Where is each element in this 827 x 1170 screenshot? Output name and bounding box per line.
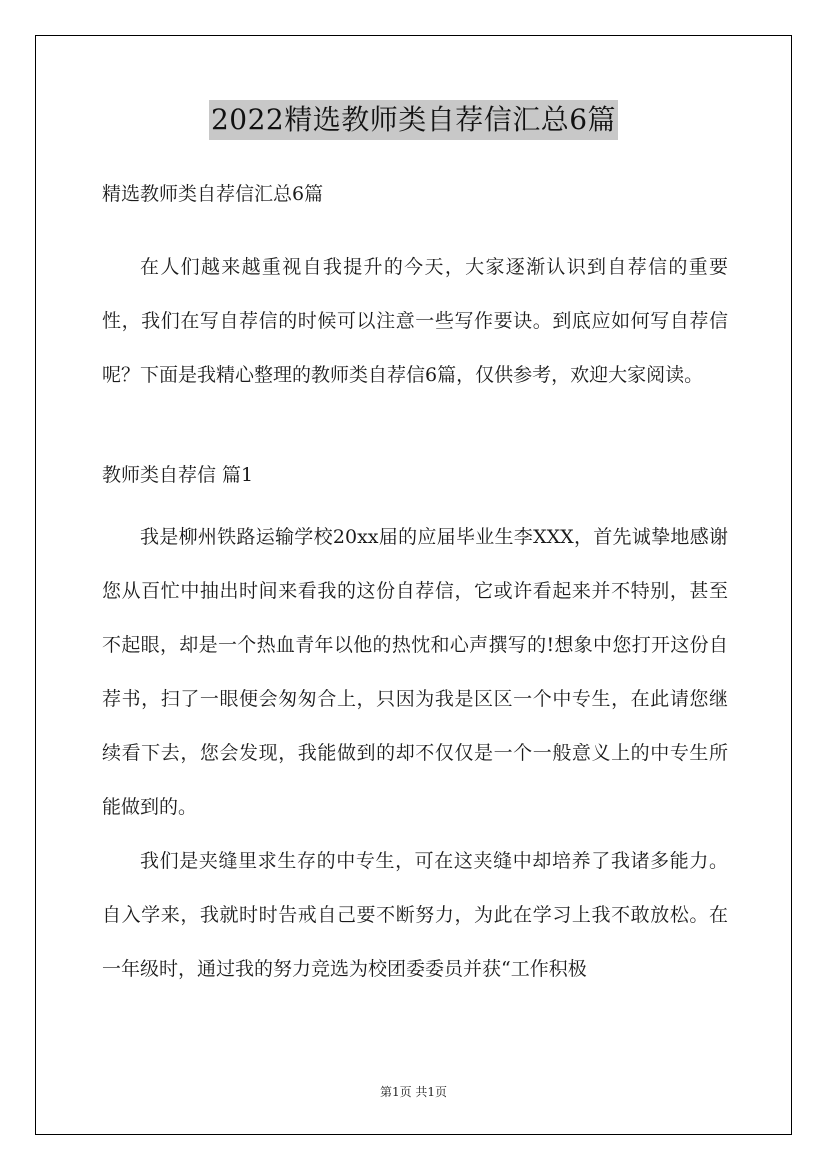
body-paragraph: 我是柳州铁路运输学校20xx届的应届毕业生李XXX，首先诚挚地感谢您从百忙中抽出时间来看我的这份自荐信，它或许看起来并不特别，甚至不起眼，却是一个热血青年以他的热忱和心声撰写的!想象中您打开这份自荐书，扫了一眼便会匆匆合上，只因为我是区区一个中专生，在此请您继续看下去，您会发现，我能做到的却不仅仅是一个一般意义上的中专生所能做到的。: [102, 526, 728, 818]
section-heading: 教师类自荐信 篇1: [102, 464, 254, 486]
document-title: 2022精选教师类自荐信汇总6篇: [209, 100, 618, 140]
body-paragraph: 我们是夹缝里求生存的中专生，可在这夹缝中却培养了我诸多能力。自入学来，我就时时告戒自己要不断努力，为此在学习上我不敢放松。在一年级时，通过我的努力竞选为校团委委员并获“工作积极: [102, 850, 728, 980]
intro-paragraph: 在人们越来越重视自我提升的今天，大家逐渐认识到自荐信的重要性，我们在写自荐信的时候可以注意一些写作要诀。到底应如何写自荐信呢？下面是我精心整理的教师类自荐信6篇，仅供参考，欢迎大家阅读。: [102, 256, 728, 386]
title-container: [0, 100, 827, 140]
document-body: [102, 172, 728, 996]
page-number-footer: 第1页 共1页: [379, 1085, 448, 1099]
document-subtitle: 精选教师类自荐信汇总6篇: [102, 183, 324, 205]
